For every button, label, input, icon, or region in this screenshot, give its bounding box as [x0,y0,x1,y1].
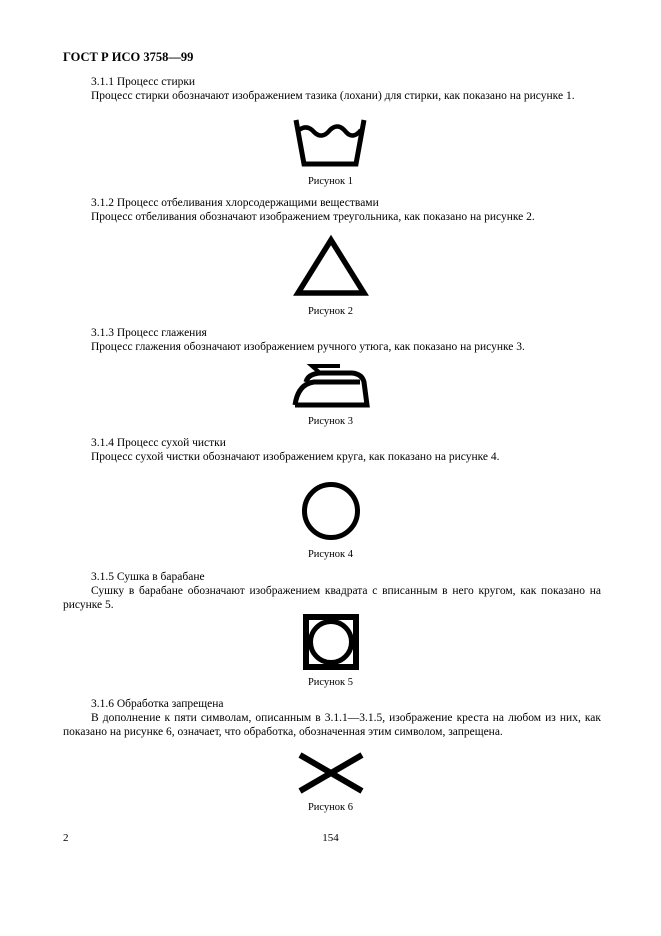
figure-caption: Рисунок 1 [307,176,354,187]
page-number-center: 154 [322,832,339,844]
section-text: Процесс отбеливания обозначают изображением треугольника, как показано на рисунке 2. [91,211,535,223]
section-text: Процесс глажения обозначают изображением ручного утюга, как показано на рисунке 3. [91,341,525,353]
section-heading: 3.1.2 Процесс отбеливания хлорсодержащими веществами [91,197,379,209]
section-text: Процесс стирки обозначают изображением тазика (лохани) для стирки, как показано на рисунке 1. [91,90,575,102]
section-text: В дополнение к пяти символам, описанным в 3.1.1—3.1.5, изображение креста на любом из них, как показано на рисунке 6, означает, что обработка, обозначенная этим символом, запрещена. [63,712,601,738]
section-text: Процесс сухой чистки обозначают изображением круга, как показано на рисунке 4. [91,451,500,463]
figure-caption: Рисунок 4 [307,549,354,560]
figure-caption: Рисунок 6 [307,802,354,813]
tumble-dry-icon [303,614,359,670]
section-heading: 3.1.4 Процесс сухой чистки [91,437,226,449]
cross-icon [296,750,366,796]
page-number-left: 2 [63,832,69,844]
figure-caption: Рисунок 3 [307,416,354,427]
washtub-icon [290,116,370,168]
circle-icon [300,480,362,542]
figure-caption: Рисунок 5 [307,677,354,688]
document-header: ГОСТ Р ИСО 3758—99 [63,50,194,64]
section-heading: 3.1.3 Процесс глажения [91,327,207,339]
section-text: Сушку в барабане обозначают изображением квадрата с вписанным в него кругом, как показано на рисунке 5. [63,585,601,611]
section-heading: 3.1.6 Обработка запрещена [91,698,224,710]
iron-icon [290,362,372,410]
triangle-icon [293,234,369,298]
section-heading: 3.1.1 Процесс стирки [91,76,196,88]
section-heading: 3.1.5 Сушка в барабане [91,571,205,583]
figure-caption: Рисунок 2 [307,306,354,317]
